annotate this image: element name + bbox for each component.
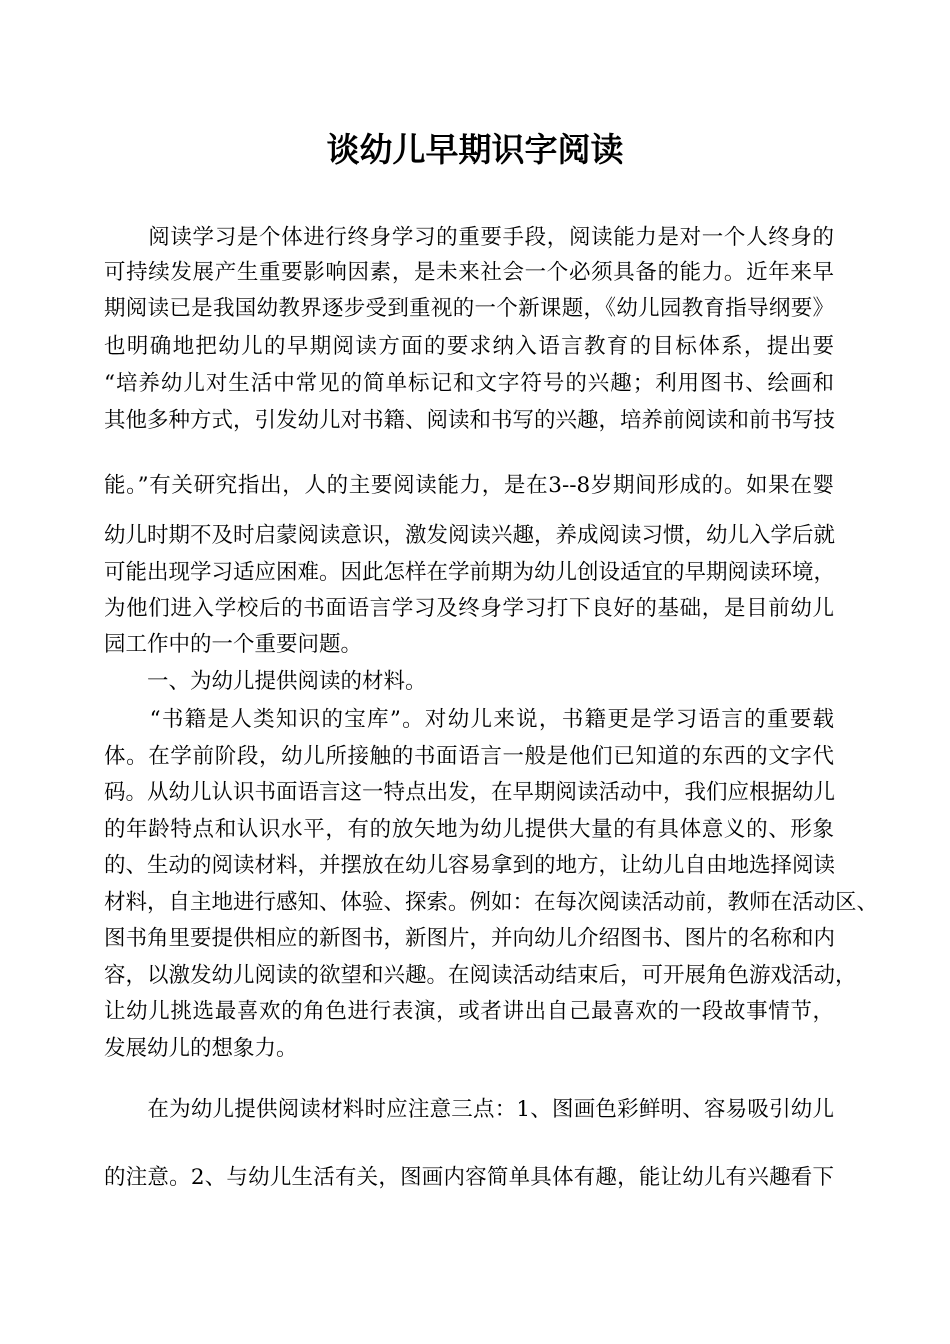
body-line: 可能出现学习适应困难。因此怎样在学前期为幼儿创设适宜的早期阅读环境， — [104, 560, 836, 585]
body-line: 其他多种方式，引发幼儿对书籍、阅读和书写的兴趣，培养前阅读和前书写技 — [104, 408, 836, 433]
body-line: “培养幼儿对生活中常见的简单标记和文字符号的兴趣；利用图书、绘画和 — [104, 371, 834, 396]
body-line: 的年龄特点和认识水平，有的放矢地为幼儿提供大量的有具体意义的、形象 — [104, 817, 834, 842]
body-line: 在为幼儿提供阅读材料时应注意三点：1、图画色彩鲜明、容易吸引幼儿 — [104, 1097, 834, 1122]
body-line: 图书角里要提供相应的新图书，新图片，并向幼儿介绍图书、图片的名称和内 — [104, 926, 836, 951]
section-heading: 一、为幼儿提供阅读的材料。 — [104, 669, 427, 694]
body-line: 发展幼儿的想象力。 — [104, 1036, 298, 1061]
document-title: 谈幼儿早期识字阅读 — [326, 130, 624, 169]
body-line: 容，以激发幼儿阅读的欲望和兴趣。在阅读活动结束后，可开展角色游戏活动， — [104, 963, 857, 988]
body-line: “书籍是人类知识的宝库”。对幼儿来说，书籍更是学习语言的重要载 — [104, 707, 834, 732]
body-line: 也明确地把幼儿的早期阅读方面的要求纳入语言教育的目标体系，提出要 — [104, 334, 834, 359]
body-line: 材料，自主地进行感知、体验、探索。例如：在每次阅读活动前，教师在活动区、 — [104, 890, 879, 915]
body-line: 的注意。2、与幼儿生活有关，图画内容简单具体有趣，能让幼儿有兴趣看下 — [104, 1165, 834, 1190]
body-line: 幼儿时期不及时启蒙阅读意识，激发阅读兴趣，养成阅读习惯，幼儿入学后就 — [104, 523, 836, 548]
body-line: 为他们进入学校后的书面语言学习及终身学习打下良好的基础，是目前幼儿 — [104, 596, 834, 621]
body-line: 的、生动的阅读材料，并摆放在幼儿容易拿到的地方，让幼儿自由地选择阅读 — [104, 853, 836, 878]
body-line: 码。从幼儿认识书面语言这一特点出发，在早期阅读活动中，我们应根据幼儿 — [104, 780, 836, 805]
body-line: 园工作中的一个重要问题。 — [104, 632, 363, 657]
body-line: 期阅读已是我国幼教界逐步受到重视的一个新课题，《幼儿园教育指导纲要》 — [104, 296, 834, 321]
body-line: 能。”有关研究指出，人的主要阅读能力，是在3--8岁期间形成的。如果在婴 — [104, 473, 834, 498]
body-line: 体。在学前阶段，幼儿所接触的书面语言一般是他们已知道的东西的文字代 — [104, 744, 834, 769]
body-line: 阅读学习是个体进行终身学习的重要手段，阅读能力是对一个人终身的 — [104, 225, 834, 250]
body-line: 让幼儿挑选最喜欢的角色进行表演，或者讲出自己最喜欢的一段故事情节， — [104, 999, 834, 1024]
body-line: 可持续发展产生重要影响因素，是未来社会一个必须具备的能力。近年来早 — [104, 260, 834, 285]
